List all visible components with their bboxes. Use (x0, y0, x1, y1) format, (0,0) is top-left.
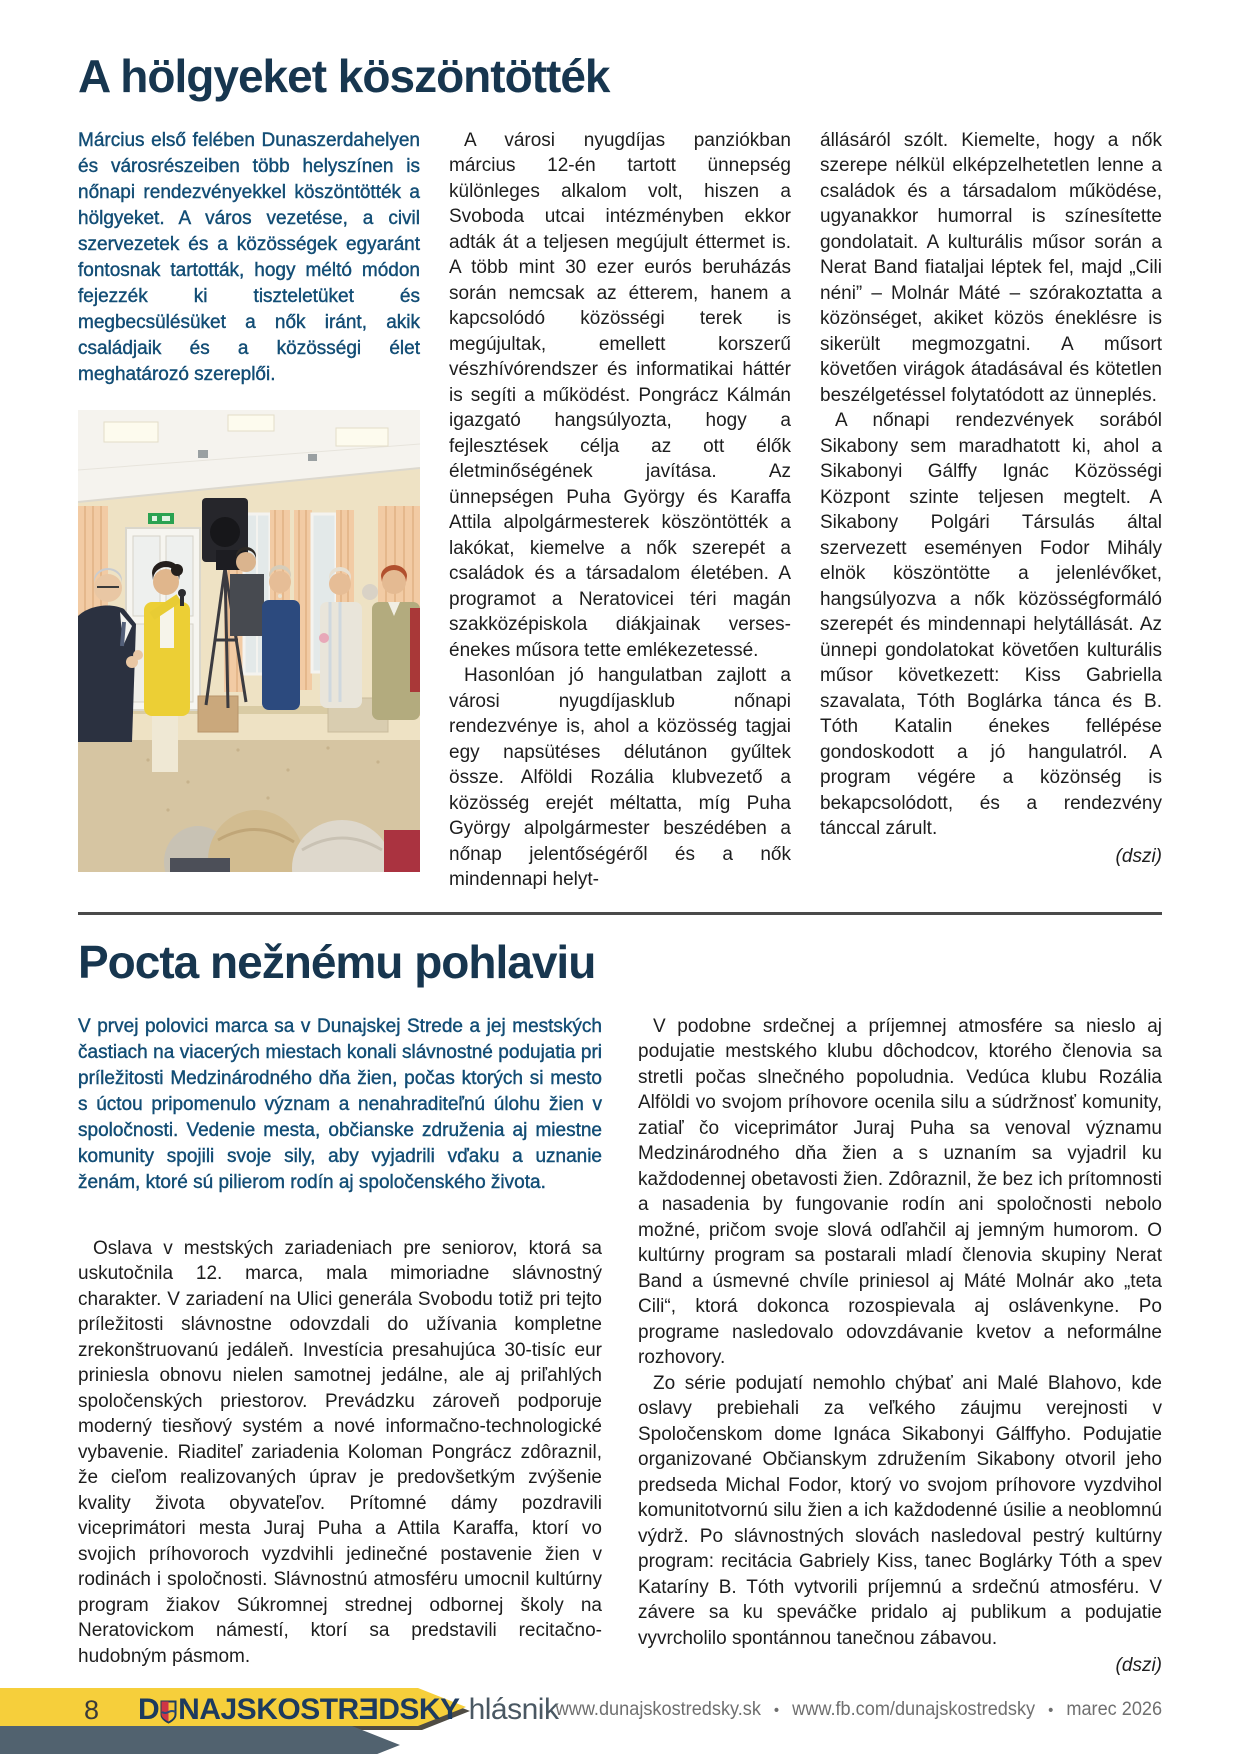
article2-columns (78, 1014, 1162, 1679)
celebration-hall-illustration (78, 410, 420, 872)
newspaper-logo (138, 1690, 558, 1730)
article1-paragraph: állásáról szólt. Kiemelte, hogy a nők szerepe nélkül elképzelhetetlen lenne a családok és a társadalom működése, ugyanakkor humorral is színesítette gondolatait. A kulturális műsor során a Nerat Band fiataljai léptek fel, majd „Cili néni” – Molnár Máté – szórakoztatta a közönséget, akiket közös éneklésre is sikerült megmozgatni. A műsort követően virágok átadásával és kötetlen beszélgetéssel folytatódott az ünneplés. (820, 129, 1162, 406)
article1-lead: Március első felében Dunaszerdahelyen és városrészeiben több helyszínen is nőnapi rendezvényekkel köszöntötték a hölgyeket. A város vezetése, a civil szervezetek és a közösségek egyaránt fontosnak tartották, hogy méltó módon fejezzék ki tiszteletüket és megbecsülésüket a nők iránt, akik családjaik és a közösségi élet meghatározó szereplői. (78, 129, 420, 385)
article2-paragraph: Zo série podujatí nemohlo chýbať ani Malé Blahovo, kde oslavy prebiehali za veľkého záujmu verejnosti v Spoločenskom dome Ignáca Sikabonyi Gálffyho. Podujatie organizované Občianskym združením Sikabony otvoril jeho predseda Michal Fodor, ktorý vo svojom príhovore vyzdvihol komunitotvornú silu žien a ich každodenné úsilie a neoblomnú výdrž. Po slávnostných slovách nasledoval pestrý kultúrny program: recitácia Gabriely Kiss, tanec Boglárky Tóth a spev Kataríny B. Tóth vytvorili príjemnú a srdečnú atmosféru. V závere sa ku speváčke pridalo aj publikum a podujatie vyvrcholilo spontánnou tanečnou zábavou. (638, 1372, 1162, 1649)
article-2 (78, 938, 1162, 1679)
footer-separator-dot: • (1047, 1702, 1054, 1719)
footer-issue-date: marec 2026 (1066, 1698, 1162, 1720)
footer-info (556, 1698, 1162, 1721)
footer-separator-dot: • (773, 1702, 780, 1719)
article1-columns (78, 128, 1162, 893)
logo-subtitle: hlásnik (468, 1693, 559, 1726)
footer-website-link[interactable]: www.dunajskostredsky.sk (555, 1698, 761, 1720)
article1-paragraph: A nőnapi rendezvények sorából Sikabony sem maradhatott ki, ahol a Sikabonyi Gálffy Ignác Közösségi Központ szinte teljesen megtelt. A Sikabony Polgári Társulás által szervezett eseményen Fodor Mihály elnök köszöntötte a jelenlévőket, hangsúlyozva a nők közösségformáló szerepét és mindennapi helytállását. Az ünnepi gondolatokat követően kulturális műsor következett: Kiss Gabriella szavalata, Tóth Boglárka tánca és B. Tóth Katalin énekes fellépése gondoskodott a jó hangulatról. A program végére a közönség is bekapcsolódott, és a rendezvény tánccal zárult. (820, 410, 1162, 840)
logo-reversed-e: Ǝ (358, 1693, 379, 1726)
logo-text-end: DSKY (378, 1693, 460, 1726)
article1-title: A hölgyeket köszöntötték (78, 50, 610, 102)
article2-title: Pocta nežnému pohlaviu (78, 936, 596, 988)
footer-facebook-link[interactable]: www.fb.com/dunajskostredsky (792, 1698, 1035, 1720)
exit-sign (148, 513, 174, 524)
dunajska-streda-crest-icon (160, 1700, 177, 1724)
article2-paragraph: V podobne srdečnej a príjemnej atmosfére sa nieslo aj podujatie mestského klubu dôchodcov, ktorého členovia sa stretli počas slnečného popoludnia. Vedúca klubu Rozália Alföldi vo svojom príhovore ocenila silu a súdržnosť komunity, zatiaľ čo viceprimátor Juraj Puha sa venoval významu Medzinárodného dňa žien a s uznaním sa vyjadril ku každodennej obetavosti žien. Zdôraznil, že bez ich prítomnosti a nasadenia by fungovanie rodín ani spoločnosti nebolo možné, pričom svoje slová odľahčil aj jemným humorom. O kultúrny program sa postarali mladí členovia skupiny Nerat Band a úsmevné chvíle priniesol aj Máté Molnár ako „teta Cili“, ktorá dokonca rozospievala aj oslávenkyne. Po programe nasledovalo odovzdávanie kvetov a neformálne rozhovory. (638, 1015, 1162, 1369)
article2-lead: V prvej polovici marca sa v Dunajskej Strede a jej mestských častiach na viacerých miestach konali slávnostné podujatia pri príležitosti Medzinárodného dňa žien, počas ktorých si mesto s úctou pripomenulo význam a nenahraditeľnú úlohu žien v spoločnosti. Vedenie mesta, občianske združenia aj miestne komunity spojili svoje sily, aby vyjadrili vďaku a uznanie ženám, ktoré sú pilierom rodín aj spoločenského života. (78, 1015, 602, 1193)
article-divider (78, 912, 1162, 915)
article-1 (78, 52, 1162, 893)
article2-paragraph: Oslava v mestských zariadeniach pre seniorov, ktorá sa uskutočnila 12. marca, mala mimoriadne slávnostný charakter. V zariadení na Ulici generála Svobodu totiž pri tejto príležitosti slávnostne odovzdali do užívania kompletne zrekonštruovanú jedáleň. Investícia presahujúca 30-tisíc eur priniesla obnovu nielen samotnej jedálne, ale aj priľahlých spoločenských priestorov. Prevádzku zároveň podporuje moderný tiesňový systém a nové informačno-technologické vybavenie. Riaditeľ zariadenia Koloman Pongrácz zdôraznil, že cieľom realizovaných úprav je predovšetkým zvýšenie kvality života obyvateľov. Prítomné dámy pozdravili viceprimátori mesta Juraj Puha a Attila Karaffa, ktorí vo svojich príhovoroch vyzdvihli jedinečné postavenie žien v rodinách i spoločnosti. Slávnostnú atmosféru umocnil kultúrny program žiakov Súkromnej strednej odbornej školy na Neratovickom námestí, ktorí sa predstavili recitačno-hudobným pásmom. (78, 1237, 602, 1667)
article1-column-1 (78, 128, 420, 893)
article2-byline: (dszi) (1115, 1655, 1162, 1677)
logo-text-mid: NAJSKOSTR (178, 1693, 359, 1726)
article1-photo (78, 410, 420, 872)
article1-byline: (dszi) (1115, 845, 1162, 867)
article1-column-3 (820, 128, 1162, 893)
logo-letter-d: D (138, 1693, 160, 1726)
article1-column-2 (449, 128, 791, 893)
footer-page-number: 8 (84, 1695, 100, 1725)
article2-column-2 (638, 1014, 1162, 1679)
article2-column-1 (78, 1014, 602, 1679)
article1-paragraph: Hasonlóan jó hangulatban zajlott a városi nyugdíjasklub nőnapi rendezvénye is, ahol a közösség tagjai egy napsütéses délutánon gyűltek össze. Alföldi Rozália klubvezető a közösség erejét méltatta, míg Puha György alpolgármester beszédében a nőnap jelentőségéről és a nők mindennapi helyt- (449, 665, 791, 891)
footer-slate-arrow (0, 1726, 400, 1754)
article1-paragraph: A városi nyugdíjas panziókban március 12-én tartott ünnepség különleges alkalom volt, hiszen a Svoboda utcai intézményben ekkor adták át a teljesen megújult éttermet is. A több mint 30 ezer eurós beruházás során nemcsak az étterem, hanem a kapcsolódó közösségi terek is megújultak, emellett korszerű vészhívórendszer és informatikai háttér is segíti a működést. Pongrácz Kálmán igazgató hangsúlyozta, hogy a fejlesztések célja az ott élők életminőségének javítása. Az ünnepségen Puha György és Karaffa Attila alpolgármesterek köszöntötték a lakókat, kiemelve a nők szerepét a családok és a társadalom életében. A programot a Neratovicei téri magán szakközépiskola diákjainak verses-énekes műsora tette emlékezetessé. (449, 129, 791, 661)
